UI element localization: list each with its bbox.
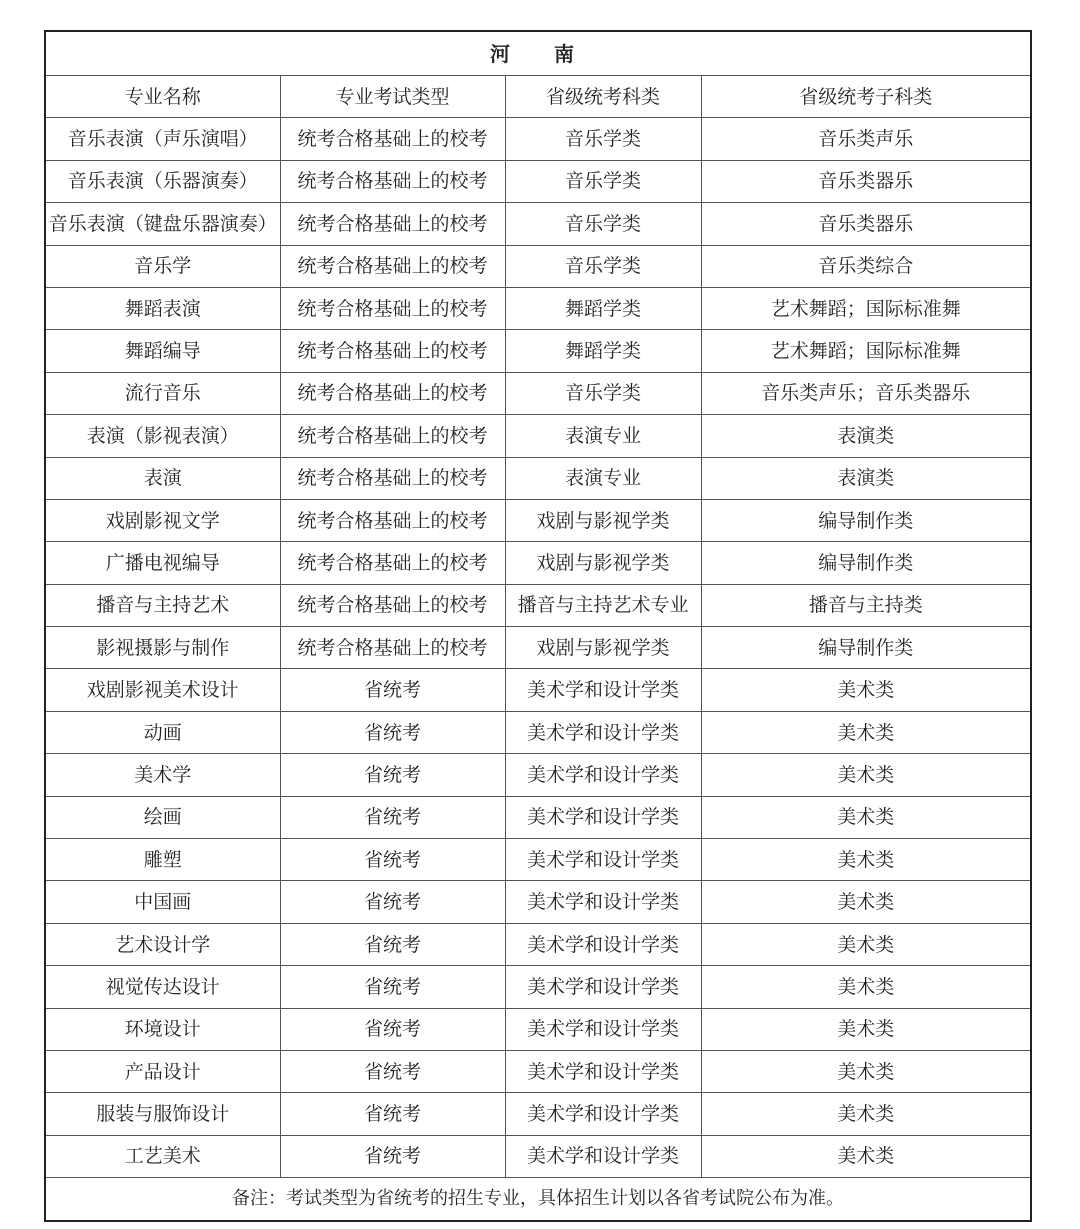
cell-provincial-category: 音乐学类 [505, 160, 701, 202]
cell-provincial-category: 美术学和设计学类 [505, 669, 701, 711]
cell-provincial-subcategory: 美术类 [701, 1050, 1030, 1092]
cell-exam-type: 省统考 [280, 923, 505, 965]
admissions-table-sheet [44, 30, 1032, 1222]
table-row [46, 966, 1030, 1008]
cell-exam-type: 省统考 [280, 839, 505, 881]
cell-exam-type: 统考合格基础上的校考 [280, 584, 505, 626]
table-row [46, 711, 1030, 753]
note-row [46, 1178, 1030, 1221]
header-provincial-category: 省级统考科类 [505, 76, 701, 118]
header-row [46, 76, 1030, 118]
table-title: 河 南 [46, 32, 1030, 76]
cell-provincial-subcategory: 编导制作类 [701, 627, 1030, 669]
cell-provincial-category: 播音与主持艺术专业 [505, 584, 701, 626]
table-row [46, 1008, 1030, 1050]
table-row [46, 1050, 1030, 1092]
cell-provincial-category: 美术学和设计学类 [505, 1008, 701, 1050]
cell-provincial-category: 戏剧与影视学类 [505, 499, 701, 541]
cell-provincial-subcategory: 编导制作类 [701, 542, 1030, 584]
cell-provincial-subcategory: 美术类 [701, 1008, 1030, 1050]
cell-major-name: 音乐表演（乐器演奏） [46, 160, 280, 202]
cell-provincial-category: 音乐学类 [505, 118, 701, 160]
cell-exam-type: 省统考 [280, 1008, 505, 1050]
cell-major-name: 影视摄影与制作 [46, 627, 280, 669]
cell-provincial-category: 舞蹈学类 [505, 330, 701, 372]
cell-provincial-subcategory: 美术类 [701, 669, 1030, 711]
table-row [46, 839, 1030, 881]
table-row [46, 372, 1030, 414]
cell-exam-type: 统考合格基础上的校考 [280, 287, 505, 329]
cell-major-name: 视觉传达设计 [46, 966, 280, 1008]
cell-provincial-subcategory: 美术类 [701, 839, 1030, 881]
cell-exam-type: 省统考 [280, 1050, 505, 1092]
cell-provincial-subcategory: 音乐类器乐 [701, 203, 1030, 245]
cell-exam-type: 省统考 [280, 711, 505, 753]
title-row [46, 32, 1030, 76]
cell-provincial-category: 美术学和设计学类 [505, 966, 701, 1008]
cell-exam-type: 统考合格基础上的校考 [280, 415, 505, 457]
table-row [46, 245, 1030, 287]
table-row [46, 627, 1030, 669]
cell-major-name: 服装与服饰设计 [46, 1093, 280, 1135]
table-row [46, 542, 1030, 584]
cell-provincial-category: 美术学和设计学类 [505, 923, 701, 965]
cell-provincial-subcategory: 艺术舞蹈；国际标准舞 [701, 330, 1030, 372]
cell-provincial-subcategory: 音乐类声乐 [701, 118, 1030, 160]
cell-exam-type: 统考合格基础上的校考 [280, 542, 505, 584]
table-row [46, 330, 1030, 372]
table-row [46, 754, 1030, 796]
cell-provincial-subcategory: 音乐类声乐；音乐类器乐 [701, 372, 1030, 414]
table-row [46, 203, 1030, 245]
cell-major-name: 中国画 [46, 881, 280, 923]
cell-major-name: 舞蹈表演 [46, 287, 280, 329]
cell-provincial-subcategory: 美术类 [701, 754, 1030, 796]
cell-major-name: 舞蹈编导 [46, 330, 280, 372]
cell-exam-type: 统考合格基础上的校考 [280, 245, 505, 287]
table-row [46, 287, 1030, 329]
cell-provincial-category: 戏剧与影视学类 [505, 627, 701, 669]
table-row [46, 499, 1030, 541]
table-note: 备注：考试类型为省统考的招生专业，具体招生计划以各省考试院公布为准。 [46, 1178, 1030, 1221]
cell-exam-type: 省统考 [280, 966, 505, 1008]
cell-provincial-subcategory: 美术类 [701, 966, 1030, 1008]
cell-provincial-category: 音乐学类 [505, 245, 701, 287]
cell-exam-type: 省统考 [280, 669, 505, 711]
table-row [46, 457, 1030, 499]
cell-exam-type: 省统考 [280, 754, 505, 796]
cell-major-name: 艺术设计学 [46, 923, 280, 965]
cell-major-name: 播音与主持艺术 [46, 584, 280, 626]
cell-exam-type: 省统考 [280, 1093, 505, 1135]
cell-provincial-category: 美术学和设计学类 [505, 839, 701, 881]
cell-provincial-category: 美术学和设计学类 [505, 881, 701, 923]
table-row [46, 1135, 1030, 1177]
cell-major-name: 产品设计 [46, 1050, 280, 1092]
table-row [46, 584, 1030, 626]
cell-provincial-category: 表演专业 [505, 457, 701, 499]
table-row [46, 923, 1030, 965]
cell-provincial-subcategory: 编导制作类 [701, 499, 1030, 541]
header-major-name: 专业名称 [46, 76, 280, 118]
cell-exam-type: 统考合格基础上的校考 [280, 203, 505, 245]
cell-exam-type: 统考合格基础上的校考 [280, 330, 505, 372]
cell-major-name: 工艺美术 [46, 1135, 280, 1177]
cell-provincial-category: 表演专业 [505, 415, 701, 457]
header-provincial-subcategory: 省级统考子科类 [701, 76, 1030, 118]
cell-provincial-category: 美术学和设计学类 [505, 1093, 701, 1135]
cell-provincial-category: 音乐学类 [505, 203, 701, 245]
cell-provincial-category: 戏剧与影视学类 [505, 542, 701, 584]
cell-provincial-subcategory: 美术类 [701, 796, 1030, 838]
cell-provincial-category: 美术学和设计学类 [505, 754, 701, 796]
cell-exam-type: 统考合格基础上的校考 [280, 372, 505, 414]
cell-exam-type: 省统考 [280, 1135, 505, 1177]
cell-provincial-subcategory: 音乐类综合 [701, 245, 1030, 287]
cell-provincial-category: 美术学和设计学类 [505, 711, 701, 753]
cell-provincial-subcategory: 表演类 [701, 457, 1030, 499]
cell-provincial-subcategory: 美术类 [701, 923, 1030, 965]
cell-major-name: 戏剧影视文学 [46, 499, 280, 541]
cell-major-name: 表演（影视表演） [46, 415, 280, 457]
table-row [46, 796, 1030, 838]
cell-provincial-subcategory: 艺术舞蹈；国际标准舞 [701, 287, 1030, 329]
cell-provincial-subcategory: 美术类 [701, 711, 1030, 753]
cell-provincial-subcategory: 美术类 [701, 881, 1030, 923]
admissions-table [46, 32, 1030, 1220]
cell-major-name: 绘画 [46, 796, 280, 838]
header-exam-type: 专业考试类型 [280, 76, 505, 118]
cell-exam-type: 统考合格基础上的校考 [280, 118, 505, 160]
cell-provincial-category: 美术学和设计学类 [505, 1050, 701, 1092]
table-row [46, 1093, 1030, 1135]
cell-provincial-subcategory: 美术类 [701, 1135, 1030, 1177]
cell-major-name: 动画 [46, 711, 280, 753]
cell-provincial-subcategory: 表演类 [701, 415, 1030, 457]
cell-provincial-category: 舞蹈学类 [505, 287, 701, 329]
cell-exam-type: 统考合格基础上的校考 [280, 499, 505, 541]
cell-major-name: 美术学 [46, 754, 280, 796]
cell-provincial-subcategory: 美术类 [701, 1093, 1030, 1135]
cell-exam-type: 统考合格基础上的校考 [280, 627, 505, 669]
cell-major-name: 环境设计 [46, 1008, 280, 1050]
table-row [46, 415, 1030, 457]
cell-exam-type: 统考合格基础上的校考 [280, 160, 505, 202]
cell-major-name: 音乐表演（声乐演唱） [46, 118, 280, 160]
cell-exam-type: 省统考 [280, 796, 505, 838]
cell-major-name: 戏剧影视美术设计 [46, 669, 280, 711]
table-row [46, 160, 1030, 202]
cell-provincial-category: 美术学和设计学类 [505, 1135, 701, 1177]
cell-provincial-subcategory: 播音与主持类 [701, 584, 1030, 626]
cell-major-name: 音乐学 [46, 245, 280, 287]
cell-major-name: 表演 [46, 457, 280, 499]
table-row [46, 669, 1030, 711]
cell-provincial-category: 音乐学类 [505, 372, 701, 414]
cell-exam-type: 省统考 [280, 881, 505, 923]
table-row [46, 118, 1030, 160]
table-row [46, 881, 1030, 923]
cell-provincial-subcategory: 音乐类器乐 [701, 160, 1030, 202]
cell-major-name: 广播电视编导 [46, 542, 280, 584]
cell-major-name: 音乐表演（键盘乐器演奏） [46, 203, 280, 245]
cell-major-name: 流行音乐 [46, 372, 280, 414]
cell-provincial-category: 美术学和设计学类 [505, 796, 701, 838]
cell-major-name: 雕塑 [46, 839, 280, 881]
cell-exam-type: 统考合格基础上的校考 [280, 457, 505, 499]
